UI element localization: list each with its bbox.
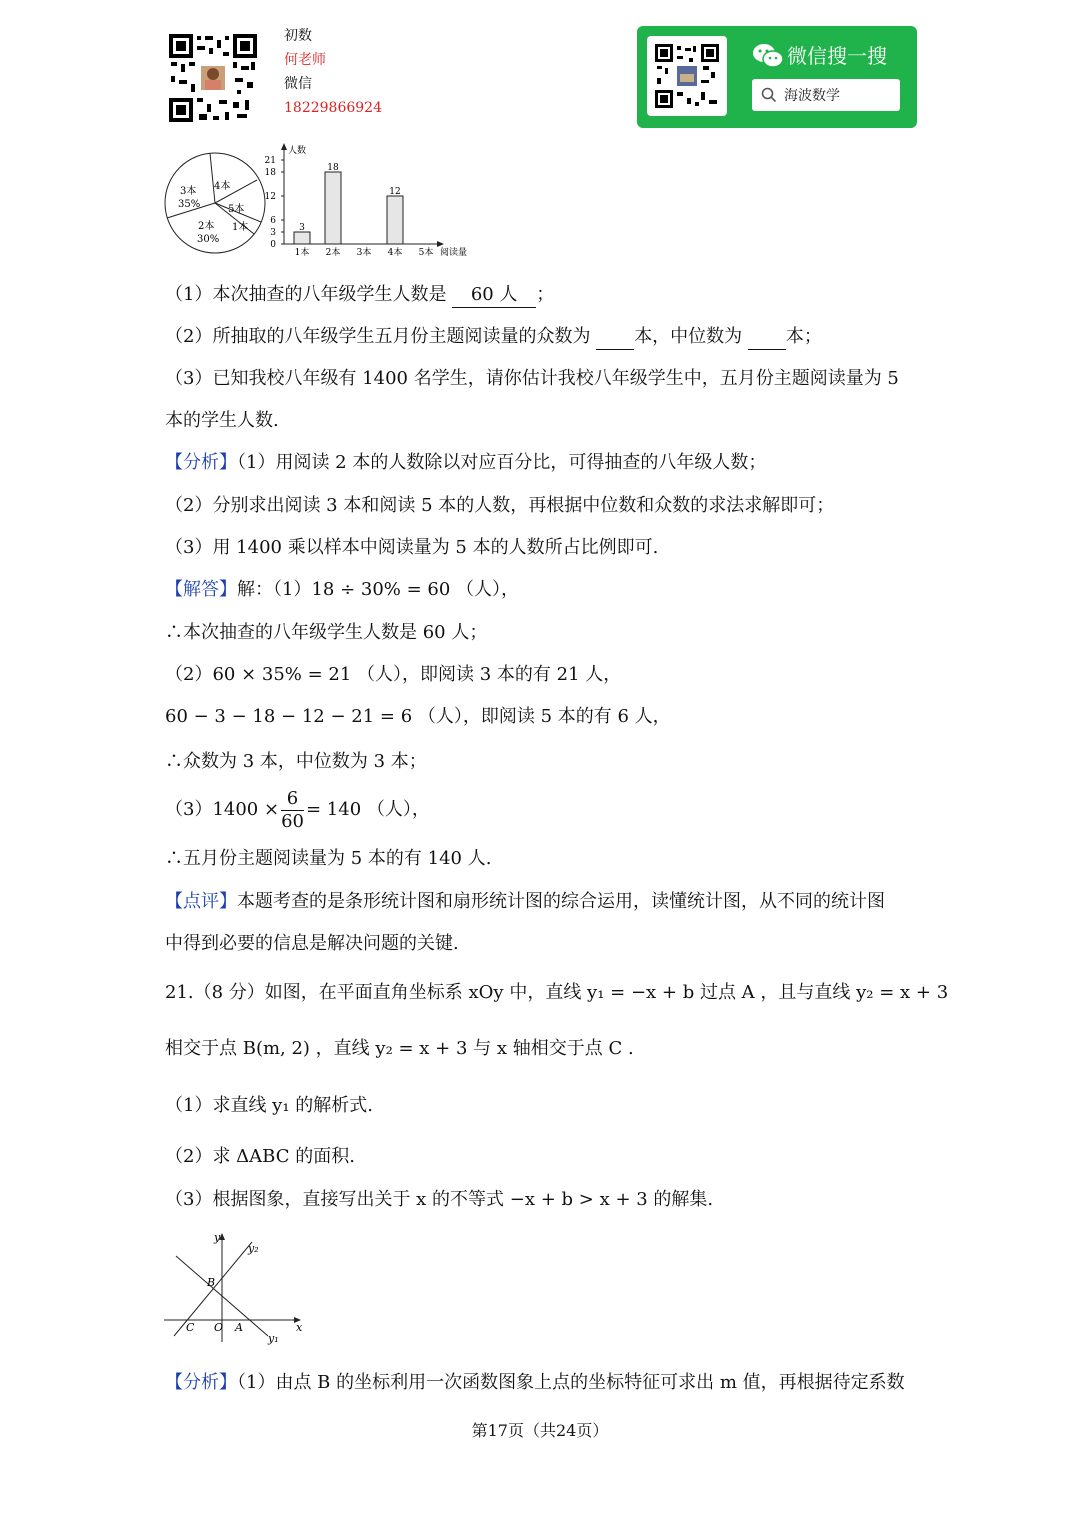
wechat-search-query: 海波数学 [784, 88, 840, 104]
solution-line5: ∴众数为 3 本，中位数为 3 本； [165, 751, 427, 772]
bar-ytick-label: 0 [270, 240, 276, 250]
graph-label-y: y [214, 1231, 221, 1244]
bar-category-label: 1本 [294, 248, 310, 258]
solution-text6a: （3）1400 × [165, 799, 280, 820]
coordinate-graph [160, 1228, 308, 1346]
solution-text6b: = 140 （人）， [305, 799, 430, 820]
wechat-search-title: 微信搜一搜 [787, 44, 887, 68]
pie-pct-2: 30% [197, 234, 220, 245]
q20-part2-text: （2）所抽取的八年级学生五月份主题阅读量的众数为 [165, 326, 591, 347]
bar-value-label: 18 [327, 163, 339, 173]
solution-line2: ∴本次抽查的八年级学生人数是 60 人； [165, 622, 488, 643]
q20-part2-mid: 本，中位数为 [634, 326, 743, 347]
q20-part2 [165, 325, 822, 350]
bar-ytick-label: 6 [270, 216, 276, 226]
qr-code-left [167, 32, 259, 124]
pie-label-4: 4本 [214, 181, 231, 192]
analysis2-text1: （1）由点 B 的坐标利用一次函数图象上点的坐标特征可求出 m 值，再根据待定系数 [237, 1372, 905, 1393]
bar-ylabel: 人数 [288, 146, 307, 156]
q20-part2-blank-median [748, 325, 786, 350]
comment-line2: 中得到必要的信息是解决问题的关键. [165, 933, 459, 954]
pie-label-2: 2本 [198, 221, 215, 232]
bar-ytick-label: 21 [264, 156, 276, 166]
solution-text1: 解：（1）18 ÷ 30% = 60 （人）， [237, 579, 520, 600]
header-line-subject: 初数 [284, 28, 312, 44]
bar-category-label: 2本 [325, 248, 341, 258]
q21-sub3: （3）根据图象，直接写出关于 x 的不等式 −x + b > x + 3 的解集. [165, 1189, 714, 1210]
q21-line2: 相交于点 B(m, 2) ，直线 y₂ = x + 3 与 x 轴相交于点 C . [165, 1038, 634, 1059]
fraction-denominator: 60 [281, 810, 304, 832]
wechat-search-box[interactable] [752, 79, 900, 111]
q21-sub2: （2）求 ΔABC 的面积. [165, 1146, 355, 1167]
fraction-numerator: 6 [281, 788, 304, 811]
graph-label-C: C [186, 1321, 195, 1334]
header-line-teacher: 何老师 [284, 52, 326, 68]
analysis-text1: （1）用阅读 2 本的人数除以对应百分比，可得抽查的八年级人数； [237, 452, 767, 473]
header-line-phone: 18229866924 [284, 100, 382, 116]
analysis-line3: （3）用 1400 乘以样本中阅读量为 5 本的人数所占比例即可. [165, 537, 659, 558]
bar-ytick-label: 12 [264, 192, 276, 202]
analysis2-line1 [165, 1371, 905, 1395]
pie-label-1: 1本 [232, 222, 249, 233]
q21-sub1: （1）求直线 y₁ 的解析式. [165, 1095, 374, 1116]
q20-part3-line1: （3）已知我校八年级有 1400 名学生，请你估计我校八年级学生中，五月份主题阅读量为 5 [165, 368, 899, 389]
q20-part1-end: ； [536, 284, 555, 305]
q20-part3-line2: 本的学生人数. [165, 410, 279, 431]
pie-chart [160, 148, 270, 258]
q20-part1-answer: 60 人 [452, 283, 536, 308]
graph-label-A: A [235, 1321, 243, 1334]
q20-part2-blank-mode [596, 325, 634, 350]
solution-line3: （2）60 × 35% = 21 （人），即阅读 3 本的有 21 人， [165, 664, 622, 685]
graph-label-x: x [296, 1321, 303, 1334]
bar-xlabel: 阅读量 [440, 248, 468, 258]
pie-pct-3: 35% [178, 199, 201, 210]
wechat-search-banner[interactable] [637, 26, 917, 128]
q21-line1: 21.（8 分）如图，在平面直角坐标系 xOy 中，直线 y₁ = −x + b 过点 A ，且与直线 y₂ = x + 3 [165, 982, 949, 1003]
q20-part1 [165, 283, 554, 308]
solution-tag: 【解答】 [165, 579, 237, 600]
comment-line1 [165, 890, 885, 914]
analysis-tag: 【分析】 [165, 452, 237, 473]
q20-part1-text: （1）本次抽查的八年级学生人数是 [165, 284, 447, 305]
comment-text1: 本题考查的是条形统计图和扇形统计图的综合运用，读懂统计图，从不同的统计图 [237, 891, 885, 912]
solution-line7: ∴五月份主题阅读量为 5 本的有 140 人. [165, 848, 492, 869]
search-icon [761, 87, 777, 103]
bar-category-label: 5本 [418, 248, 434, 258]
bar-ytick-label: 18 [264, 168, 276, 178]
pie-label-5: 5本 [228, 204, 245, 215]
bar-category-label: 3本 [356, 248, 372, 258]
page-number: 第17页（共24页） [471, 1421, 609, 1440]
graph-label-B: B [207, 1276, 216, 1289]
bar-value-label: 12 [389, 187, 401, 197]
solution-line4: 60 − 3 − 18 − 12 − 21 = 6 （人），即阅读 5 本的有 6 人， [165, 706, 671, 727]
solution-line6 [165, 787, 430, 833]
bar-value-label: 3 [299, 223, 305, 233]
fraction-6-60 [281, 788, 304, 833]
bar-1 [294, 232, 310, 244]
analysis-line2: （2）分别求出阅读 3 本和阅读 5 本的人数，再根据中位数和众数的求法求解即可； [165, 495, 835, 516]
comment-tag: 【点评】 [165, 891, 237, 912]
bar-category-label: 4本 [387, 248, 403, 258]
bar-4 [387, 196, 403, 244]
header-line-wechat: 微信 [284, 76, 312, 92]
q20-part2-end: 本； [785, 326, 822, 347]
graph-label-O: O [214, 1321, 224, 1334]
graph-label-y1: y₁ [268, 1332, 279, 1345]
bar-ytick-label: 3 [270, 228, 276, 238]
bar-chart [258, 140, 480, 262]
solution-line1 [165, 578, 519, 602]
wechat-logo-icon [752, 42, 784, 70]
pie-label-3: 3本 [180, 186, 197, 197]
bar-2 [325, 172, 341, 244]
analysis2-tag: 【分析】 [165, 1372, 237, 1393]
qr-code-right [647, 36, 727, 116]
analysis-line1 [165, 451, 766, 475]
graph-label-y2: y₂ [248, 1242, 259, 1255]
